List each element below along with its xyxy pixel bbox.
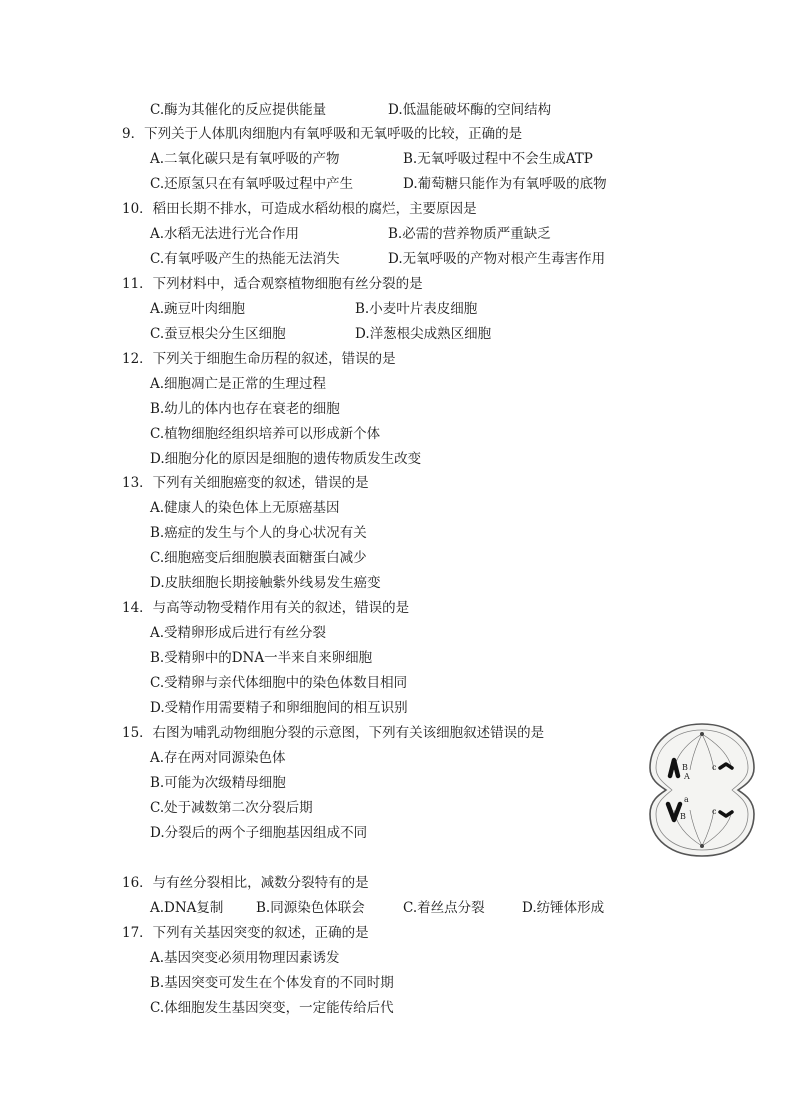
q8-option-d: D.低温能破坏酶的空间结构	[388, 102, 552, 118]
q14-option-a: A.受精卵形成后进行有丝分裂	[150, 625, 327, 641]
q14-stem: 14．与高等动物受精作用有关的叙述，错误的是	[122, 600, 410, 616]
q16-option-c: C.着丝点分裂	[403, 900, 485, 916]
label-top-left: B	[682, 763, 688, 772]
q14-option-b: B.受精卵中的DNA一半来自来卵细胞	[150, 650, 373, 666]
q15-option-b: B.可能为次级精母细胞	[150, 775, 286, 791]
q13-stem: 13．下列有关细胞癌变的叙述，错误的是	[122, 475, 369, 491]
q17-option-a: A.基因突变必须用物理因素诱发	[150, 950, 340, 966]
q14-option-c: C.受精卵与亲代体细胞中的染色体数目相同	[150, 675, 408, 691]
q13-option-a: A.健康人的染色体上无原癌基因	[150, 500, 340, 516]
q15-stem: 15．右图为哺乳动物细胞分裂的示意图，下列有关该细胞叙述错误的是	[122, 725, 545, 741]
q11-option-b: B.小麦叶片表皮细胞	[355, 301, 478, 317]
q16-option-b: B.同源染色体联会	[256, 900, 365, 916]
q17-stem: 17．下列有关基因突变的叙述，正确的是	[122, 925, 369, 941]
q16-option-a: A.DNA复制	[150, 900, 224, 916]
q11-option-c: C.蚕豆根尖分生区细胞	[150, 326, 286, 342]
label-bottom-left-lower: B	[680, 812, 686, 821]
q10-option-d: D.无氧呼吸的产物对根产生毒害作用	[388, 251, 606, 267]
centrosome-bottom	[700, 844, 704, 848]
q12-stem: 12．下列关于细胞生命历程的叙述，错误的是	[122, 351, 396, 367]
q10-option-c: C.有氧呼吸产生的热能无法消失	[150, 251, 340, 267]
q11-option-a: A.豌豆叶肉细胞	[150, 301, 246, 317]
label-bottom-left: a	[684, 795, 689, 804]
q15-option-c: C.处于减数第二次分裂后期	[150, 800, 313, 816]
q13-option-d: D.皮肤细胞长期接触紫外线易发生癌变	[150, 575, 381, 591]
q9-option-b: B.无氧呼吸过程中不会生成ATP	[403, 151, 593, 167]
q15-option-d: D.分裂后的两个子细胞基因组成不同	[150, 825, 368, 841]
label-bottom-right: c	[712, 807, 717, 816]
q10-option-a: A.水稻无法进行光合作用	[150, 226, 300, 242]
label-top-left-lower: A	[684, 772, 690, 781]
q11-option-d: D.洋葱根尖成熟区细胞	[355, 326, 492, 342]
q9-stem: 9．下列关于人体肌肉细胞内有氧呼吸和无氧呼吸的比较，正确的是	[122, 126, 523, 142]
q16-option-d: D.纺锤体形成	[522, 900, 605, 916]
q13-option-b: B.癌症的发生与个人的身心状况有关	[150, 525, 367, 541]
q13-option-c: C.细胞癌变后细胞膜表面糖蛋白减少	[150, 550, 367, 566]
q17-option-b: B.基因突变可发生在个体发育的不同时期	[150, 975, 394, 991]
q17-option-c: C.体细胞发生基因突变，一定能传给后代	[150, 1000, 394, 1016]
q9-option-c: C.还原氢只在有氧呼吸过程中产生	[150, 176, 354, 192]
q10-option-b: B.必需的营养物质严重缺乏	[388, 226, 551, 242]
label-top-right: c	[712, 763, 717, 772]
q14-option-d: D.受精作用需要精子和卵细胞间的相互识别	[150, 700, 408, 716]
q16-stem: 16．与有丝分裂相比，减数分裂特有的是	[122, 875, 369, 891]
cell-division-figure	[646, 720, 758, 860]
q12-option-b: B.幼儿的体内也存在衰老的细胞	[150, 401, 340, 417]
centrosome-top	[700, 732, 704, 736]
q12-option-c: C.植物细胞经组织培养可以形成新个体	[150, 426, 381, 442]
q12-option-d: D.细胞分化的原因是细胞的遗传物质发生改变	[150, 451, 422, 467]
q11-stem: 11．下列材料中，适合观察植物细胞有丝分裂的是	[122, 276, 423, 292]
q8-option-c: C.酶为其催化的反应提供能量	[150, 102, 327, 118]
q10-stem: 10．稻田长期不排水，可造成水稻幼根的腐烂，主要原因是	[122, 201, 477, 217]
q15-option-a: A.存在两对同源染色体	[150, 750, 286, 766]
q9-option-a: A.二氧化碳只是有氧呼吸的产物	[150, 151, 340, 167]
q9-option-d: D.葡萄糖只能作为有氧呼吸的底物	[403, 176, 607, 192]
q12-option-a: A.细胞凋亡是正常的生理过程	[150, 376, 327, 392]
